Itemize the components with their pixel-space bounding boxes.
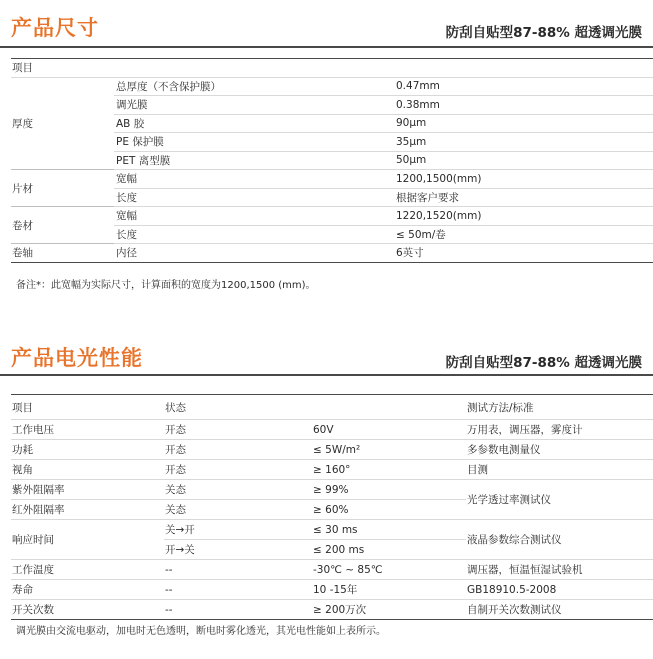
row-item: 开关次数 — [11, 600, 164, 620]
row-value: ≥ 160° — [311, 460, 466, 480]
table-row — [11, 580, 653, 600]
performance-table-header — [11, 395, 653, 420]
row-state: 开→关 — [164, 540, 311, 560]
row-item: 内径 — [114, 244, 394, 263]
row-item: PET 离型膜 — [114, 151, 394, 170]
row-method: GB18910.5-2008 — [466, 580, 653, 600]
row-item: 长度 — [114, 225, 394, 244]
size-header-item: 项目 — [11, 59, 653, 78]
row-item: 调光膜 — [114, 96, 394, 115]
row-item: 工作电压 — [11, 420, 164, 440]
performance-table — [11, 394, 653, 620]
size-header — [0, 0, 653, 48]
size-table — [11, 58, 653, 263]
row-value: 6英寸 — [394, 244, 653, 263]
table-row — [11, 207, 653, 226]
row-value: 10 -15年 — [311, 580, 466, 600]
group-thickness: 厚度 — [11, 77, 114, 170]
row-value: ≥ 60% — [311, 500, 466, 520]
row-value: -30℃ ~ 85℃ — [311, 560, 466, 580]
size-note: 备注*：此宽幅为实际尺寸，计算面积的宽度为1200,1500 (mm)。 — [16, 280, 316, 291]
table-row — [11, 170, 653, 189]
row-value: ≥ 99% — [311, 480, 466, 500]
row-method-lcd: 液晶参数综合测试仪 — [466, 520, 653, 560]
row-state: 开态 — [164, 460, 311, 480]
size-section-title: 产品尺寸 — [11, 16, 99, 40]
group-roll: 卷材 — [11, 207, 114, 244]
row-state: 开态 — [164, 420, 311, 440]
table-row — [11, 480, 653, 500]
row-item: AB 胶 — [114, 114, 394, 133]
row-method: 调压器，恒温恒湿试验机 — [466, 560, 653, 580]
row-value: ≤ 30 ms — [311, 520, 466, 540]
table-row — [11, 244, 653, 263]
performance-note: 调光膜由交流电驱动，加电时无色透明，断电时雾化透光，其光电性能如上表所示。 — [16, 626, 386, 637]
row-item: 功耗 — [11, 440, 164, 460]
row-method: 多参数电测量仪 — [466, 440, 653, 460]
row-state: 开态 — [164, 440, 311, 460]
table-row — [11, 420, 653, 440]
group-reel: 卷轴 — [11, 244, 114, 263]
table-row — [11, 460, 653, 480]
row-item: PE 保护膜 — [114, 133, 394, 152]
header-value — [311, 395, 466, 420]
row-value: ≤ 5W/m² — [311, 440, 466, 460]
header-method: 测试方法/标准 — [466, 395, 653, 420]
row-item: 长度 — [114, 188, 394, 207]
row-state: -- — [164, 580, 311, 600]
row-value: ≤ 200 ms — [311, 540, 466, 560]
row-method: 自制开关次数测试仪 — [466, 600, 653, 620]
row-value: 1220,1520(mm) — [394, 207, 653, 226]
table-row — [11, 560, 653, 580]
row-state: 关态 — [164, 500, 311, 520]
table-row — [11, 440, 653, 460]
size-section — [0, 0, 653, 291]
row-value: 0.38mm — [394, 96, 653, 115]
header-state: 状态 — [164, 395, 311, 420]
performance-section-title: 产品电光性能 — [11, 346, 143, 370]
row-state: -- — [164, 560, 311, 580]
performance-section — [0, 330, 653, 637]
performance-product-name: 防刮自贴型87-88% 超透调光膜 — [445, 355, 642, 371]
row-value: 90µm — [394, 114, 653, 133]
row-item: 视角 — [11, 460, 164, 480]
row-value: 0.47mm — [394, 77, 653, 96]
row-method: 目测 — [466, 460, 653, 480]
row-item: 寿命 — [11, 580, 164, 600]
table-row — [11, 600, 653, 620]
row-value: 1200,1500(mm) — [394, 170, 653, 189]
row-item: 总厚度（不含保护膜） — [114, 77, 394, 96]
row-value: 60V — [311, 420, 466, 440]
header-item: 项目 — [11, 395, 164, 420]
row-value: 根据客户要求 — [394, 188, 653, 207]
row-item-response: 响应时间 — [11, 520, 164, 560]
row-item: 工作温度 — [11, 560, 164, 580]
row-value: ≤ 50m/卷 — [394, 225, 653, 244]
row-value: 50µm — [394, 151, 653, 170]
row-method: 万用表，调压器，雾度计 — [466, 420, 653, 440]
row-method-optical: 光学透过率测试仪 — [466, 480, 653, 520]
table-row — [11, 77, 653, 96]
table-row — [11, 520, 653, 540]
row-state: 关→开 — [164, 520, 311, 540]
row-state: 关态 — [164, 480, 311, 500]
size-table-header — [11, 59, 653, 78]
group-sheet: 片材 — [11, 170, 114, 207]
size-product-name: 防刮自贴型87-88% 超透调光膜 — [445, 25, 642, 41]
row-value: ≥ 200万次 — [311, 600, 466, 620]
row-value: 35µm — [394, 133, 653, 152]
row-item: 紫外阻隔率 — [11, 480, 164, 500]
row-item: 宽幅 — [114, 207, 394, 226]
row-item: 红外阻隔率 — [11, 500, 164, 520]
row-item: 宽幅 — [114, 170, 394, 189]
row-state: -- — [164, 600, 311, 620]
performance-header — [0, 330, 653, 376]
